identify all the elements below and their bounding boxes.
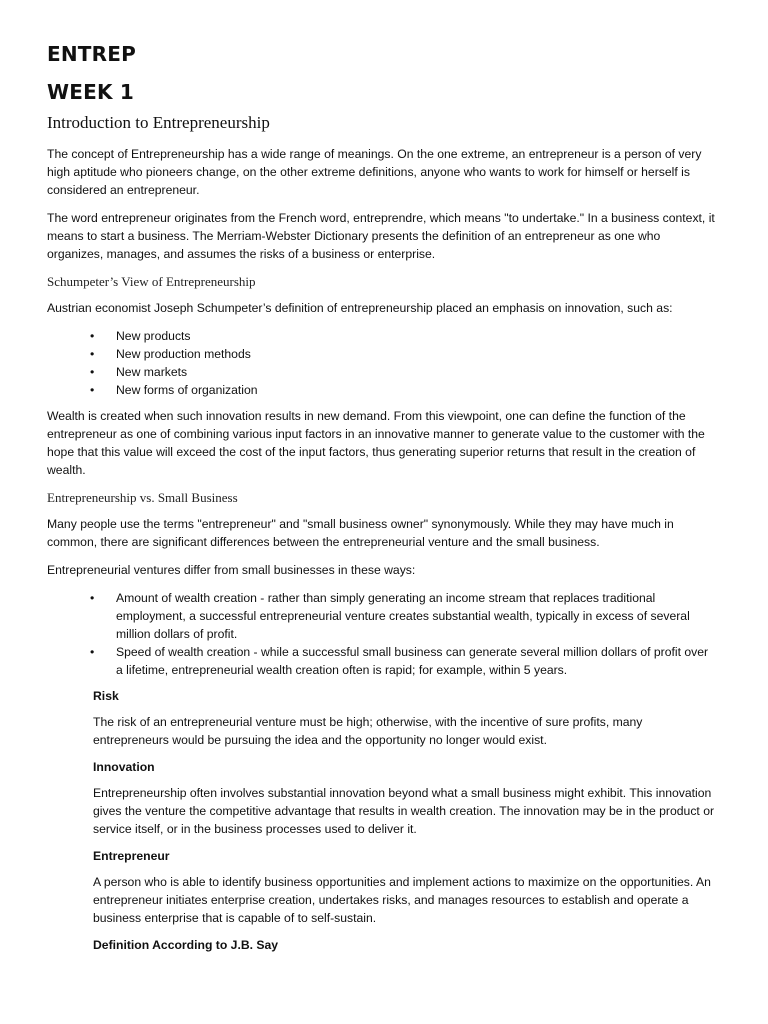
list-item	[90, 345, 718, 363]
list-item	[90, 589, 718, 643]
subheading-vs-small-business: Entrepreneurship vs. Small Business	[47, 490, 238, 505]
list-item-text: Amount of wealth creation - rather than simply generating an income stream that replaces traditional employment, a successful entrepreneurial venture creates substantial wealth, typically in excess of several million dollars of profit.	[116, 591, 690, 641]
bullet-icon: •	[90, 365, 95, 379]
list-item-text: New forms of organization	[116, 383, 258, 397]
bullet-icon: •	[90, 645, 95, 659]
paragraph-wealth: Wealth is created when such innovation results in new demand. From this viewpoint, one can define the function of the entrepreneur as one of combining various input factors in an innovative manner to generate value to the customer with the hope that this value will exceed the cost of the input factors, thus generating superior returns that result in the creation of wealth.	[47, 409, 705, 477]
label-innovation: Innovation	[93, 760, 155, 774]
paragraph-entrepreneur: A person who is able to identify business opportunities and implement actions to maximize on the opportunities. An entrepreneur initiates enterprise creation, undertakes risks, and manages resources to establish and operate a business enterprise that is capable of to self-sustain.	[93, 875, 711, 925]
innovation-list	[47, 327, 718, 399]
list-item-text: New production methods	[116, 347, 251, 361]
bullet-icon: •	[90, 329, 95, 343]
indented-section	[47, 687, 718, 954]
bullet-icon: •	[90, 347, 95, 361]
differences-list	[47, 589, 718, 679]
paragraph-differ: Entrepreneurial ventures differ from small businesses in these ways:	[47, 563, 416, 577]
paragraph-schumpeter: Austrian economist Joseph Schumpeter’s definition of entrepreneurship placed an emphasis on innovation, such as:	[47, 301, 673, 315]
list-item-text: New markets	[116, 365, 188, 379]
paragraph-innovation: Entrepreneurship often involves substantial innovation beyond what a small business might exhibit. This innovation gives the venture the competitive advantage that results in wealth creation. The innovation may be in the product or service itself, or in the business processes used to deliver it.	[93, 786, 715, 836]
list-item-text: Speed of wealth creation - while a successful small business can generate several million dollars of profit over a lifetime, entrepreneurial wealth creation often is rapid; for example, within 5 years.	[116, 645, 709, 677]
paragraph-concept: The concept of Entrepreneurship has a wide range of meanings. On the one extreme, an entrepreneur is a person of very high aptitude who pioneers change, on the other extreme definitions, anyone who wants to work for himself or herself is considered an entrepreneur.	[47, 147, 702, 197]
bullet-icon: •	[90, 591, 95, 605]
week-heading: WEEK 1	[47, 80, 134, 104]
list-item	[90, 643, 718, 679]
label-definition-jb-say: Definition According to J.B. Say	[93, 938, 279, 952]
section-heading-introduction: Introduction to Entrepreneurship	[47, 113, 270, 132]
paragraph-word-origin: The word entrepreneur originates from the French word, entreprendre, which means "to undertake." In a business context, it means to start a business. The Merriam-Webster Dictionary presents the definition of an entrepreneur as one who organizes, manages, and assumes the risks of a business or enterprise.	[47, 211, 715, 261]
list-item	[90, 363, 718, 381]
subheading-schumpeter: Schumpeter’s View of Entrepreneurship	[47, 274, 256, 289]
paragraph-risk: The risk of an entrepreneurial venture must be high; otherwise, with the incentive of sure profits, many entrepreneurs would be pursuing the idea and the opportunity no longer would exist.	[93, 715, 643, 747]
label-risk: Risk	[93, 689, 119, 703]
bullet-icon: •	[90, 383, 95, 397]
list-item	[90, 327, 718, 345]
list-item	[90, 381, 718, 399]
document-title: ENTREP	[47, 42, 136, 66]
list-item-text: New products	[116, 329, 191, 343]
label-entrepreneur: Entrepreneur	[93, 849, 170, 863]
paragraph-synonyms: Many people use the terms "entrepreneur" and "small business owner" synonymously. While they may have much in common, there are significant differences between the entrepreneurial venture and the small business.	[47, 517, 674, 549]
